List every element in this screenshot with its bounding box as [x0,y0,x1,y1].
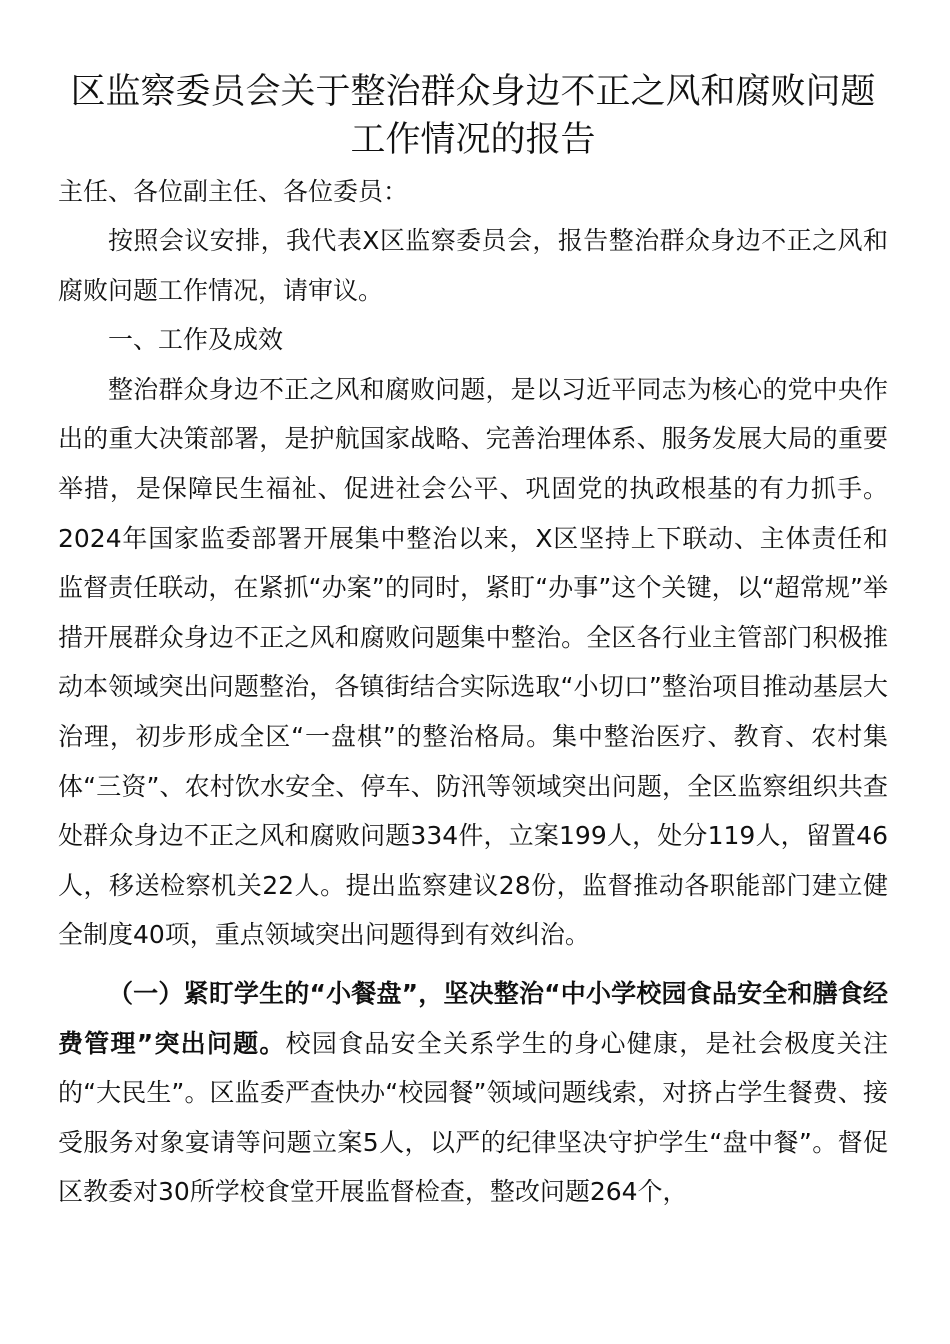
document-title: 区监察委员会关于整治群众身边不正之风和腐败问题工作情况的报告 [70,72,876,160]
salutation: 主任、各位副主任、各位委员： [58,177,409,206]
document-page [58,68,888,1217]
subsection-1-lead: （一）紧盯学生的“小餐盘”，坚决整治“中小学校园食品安全和膳食经费管理”突出问题。 [58,978,888,1058]
intro-paragraph: 按照会议安排，我代表X区监察委员会，报告整治群众身边不正之风和腐败问题工作情况，请审议。 [58,226,888,305]
section-1-paragraph: 整治群众身边不正之风和腐败问题，是以习近平同志为核心的党中央作出的重大决策部署，是护航国家战略、完善治理体系、服务发展大局的重要举措，是保障民生福祉、促进社会公平、巩固党的执政根基的有力抓手。2024年国家监委部署开展集中整治以来，X区坚持上下联动、主体责任和监督责任联动，在紧抓“办案”的同时，紧盯“办事”这个关键，以“超常规”举措开展群众身边不正之风和腐败问题集中整治。全区各行业主管部门积极推动本领域突出问题整治，各镇街结合实际选取“小切口”整治项目推动基层大治理，初步形成全区“一盘棋”的整治格局。集中整治医疗、教育、农村集体“三资”、农村饮水安全、停车、防汛等领域突出问题，全区监察组织共查处群众身边不正之风和腐败问题334件，立案199人，处分119人，留置46人，移送检察机关22人。提出监察建议28份，监督推动各职能部门建立健全制度40项，重点领域突出问题得到有效纠治。 [58,374,888,950]
subsection-1-body: 校园食品安全关系学生的身心健康，是社会极度关注的“大民生”。区监委严查快办“校园餐”领域问题线索，对挤占学生餐费、接受服务对象宴请等问题立案5人，以严的纪律坚决守护学生“盘中餐”。督促区教委对30所学校食堂开展监督检查，整改问题264个， [58,1028,888,1207]
subsection-1-paragraph [58,969,888,1217]
section-heading-1: 一、工作及成效 [108,325,284,355]
